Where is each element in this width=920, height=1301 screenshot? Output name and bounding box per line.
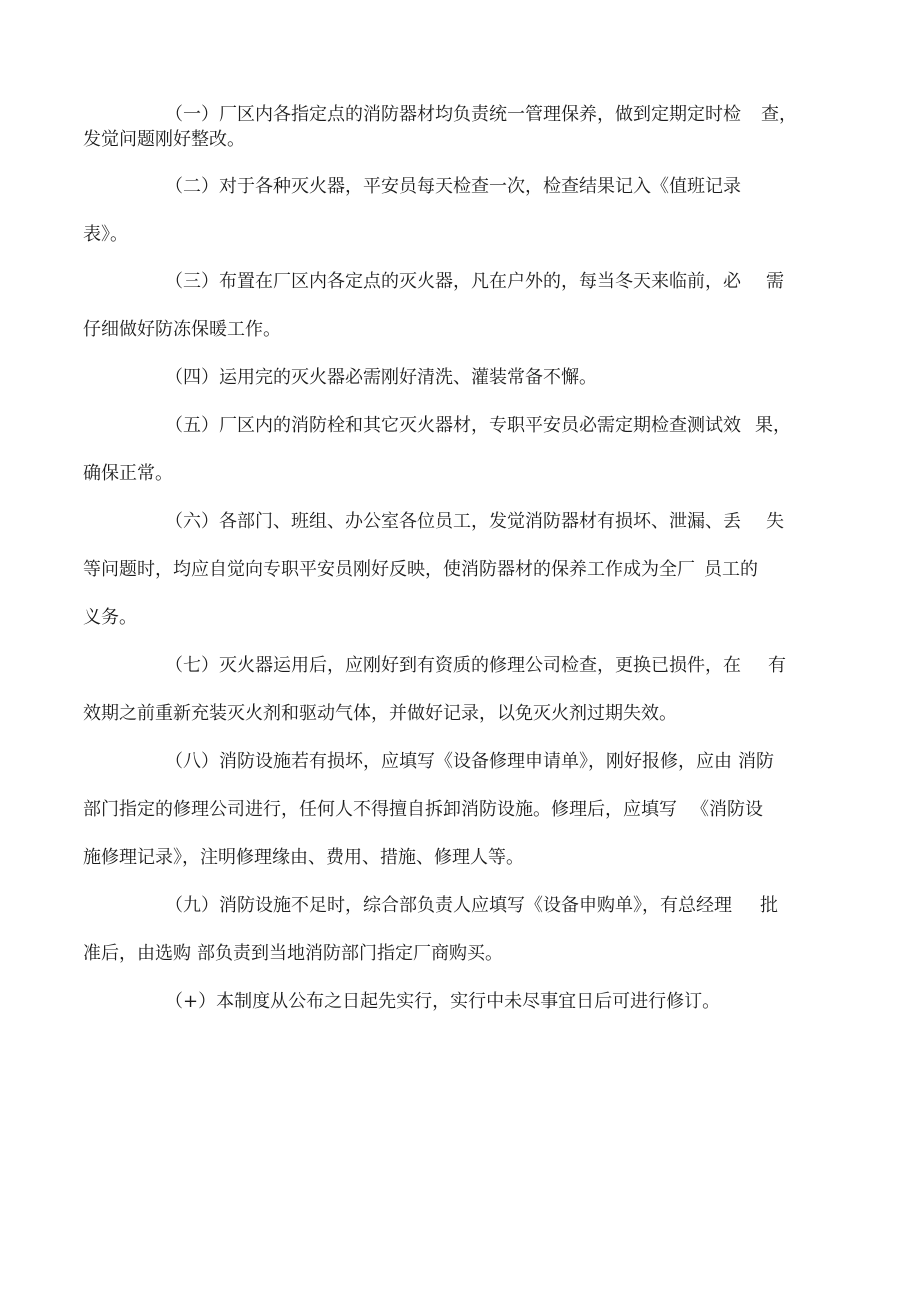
text-segment: 义务。 <box>83 607 137 628</box>
clause-2-line-2 <box>83 223 128 247</box>
text-segment: 表》。 <box>83 224 128 245</box>
text-segment: （二）对于各种灭火器，平安员每天检查一次，检查结果记入《值班记录 <box>165 176 741 197</box>
text-segment: （五）厂区内的消防栓和其它灭火器材，专职平安员必需定期检查测试效 <box>165 415 741 436</box>
text-segment: 等问题时，均应自觉向专职平安员刚好反映，使消防器材的保养工作成为全厂 <box>83 559 695 580</box>
clause-5-line-1 <box>165 414 791 438</box>
clause-3-line-2 <box>83 318 281 342</box>
text-segment: 查， <box>761 104 797 125</box>
text-segment: 《消防设 <box>691 799 763 820</box>
text-segment: 员工的 <box>704 559 758 580</box>
text-segment: 施修理记录》，注明修理缘由、费用、措施、修理人等。 <box>83 847 524 868</box>
clause-8-line-2 <box>83 798 763 822</box>
clause-1-line-2 <box>83 128 245 152</box>
text-segment: 部负责到当地消防部门指定厂商购买。 <box>197 943 503 964</box>
clause-10-line-1 <box>165 990 720 1014</box>
text-segment: （+）本制度从公布之日起先实行，实行中未尽事宜日后可进行修订。 <box>165 991 721 1012</box>
text-segment: （九）消防设施不足时，综合部负责人应填写《设备申购单》，有总经理 <box>165 895 732 916</box>
text-segment: 仔细做好防冻保暖工作。 <box>83 319 281 340</box>
text-segment: 效期之前重新充装灭火剂和驱动气体，并做好记录，以免灭火剂过期失效。 <box>83 703 677 724</box>
text-segment: 失 <box>766 511 784 532</box>
clause-4-line-1 <box>165 366 597 390</box>
text-segment: 需 <box>766 271 784 292</box>
clause-5-line-2 <box>83 462 173 486</box>
clause-8-line-1 <box>165 750 774 774</box>
clause-6-line-2 <box>83 558 758 582</box>
text-segment: （六）各部门、班组、办公室各位员工，发觉消防器材有损坏、泄漏、丢 <box>165 511 741 532</box>
text-segment: 有 <box>768 655 786 676</box>
text-segment: （一）厂区内各指定点的消防器材均负责统一管理保养，做到定期定时检 <box>165 104 741 125</box>
clause-3-line-1 <box>165 270 784 294</box>
clause-9-line-2 <box>83 942 503 966</box>
text-segment: 部门指定的修理公司进行，任何人不得擅自拆卸消防设施。修理后，应填写 <box>83 799 677 820</box>
clause-7-line-2 <box>83 702 677 726</box>
text-segment: 确保正常。 <box>83 463 173 484</box>
text-segment: （七）灭火器运用后，应刚好到有资质的修理公司检查，更换已损件，在 <box>165 655 741 676</box>
text-segment: （三）布置在厂区内各定点的灭火器，凡在户外的，每当冬天来临前，必 <box>165 271 741 292</box>
clause-9-line-1 <box>165 894 778 918</box>
text-segment: （四）运用完的灭火器必需刚好清洗、灌装常备不懈。 <box>165 367 597 388</box>
text-segment: 发觉问题刚好整改。 <box>83 129 245 150</box>
clause-2-line-1 <box>165 175 741 199</box>
text-segment: 批 <box>760 895 778 916</box>
text-segment: 准后，由选购 <box>83 943 191 964</box>
text-segment: 果， <box>755 415 791 436</box>
clause-6-line-3 <box>83 606 137 630</box>
text-segment: （八）消防设施若有损坏，应填写《设备修理申请单》，刚好报修，应由 <box>165 751 732 772</box>
clause-1-line-1 <box>165 103 797 127</box>
clause-6-line-1 <box>165 510 784 534</box>
clause-8-line-3 <box>83 846 524 870</box>
text-segment: 消防 <box>738 751 774 772</box>
clause-7-line-1 <box>165 654 786 678</box>
